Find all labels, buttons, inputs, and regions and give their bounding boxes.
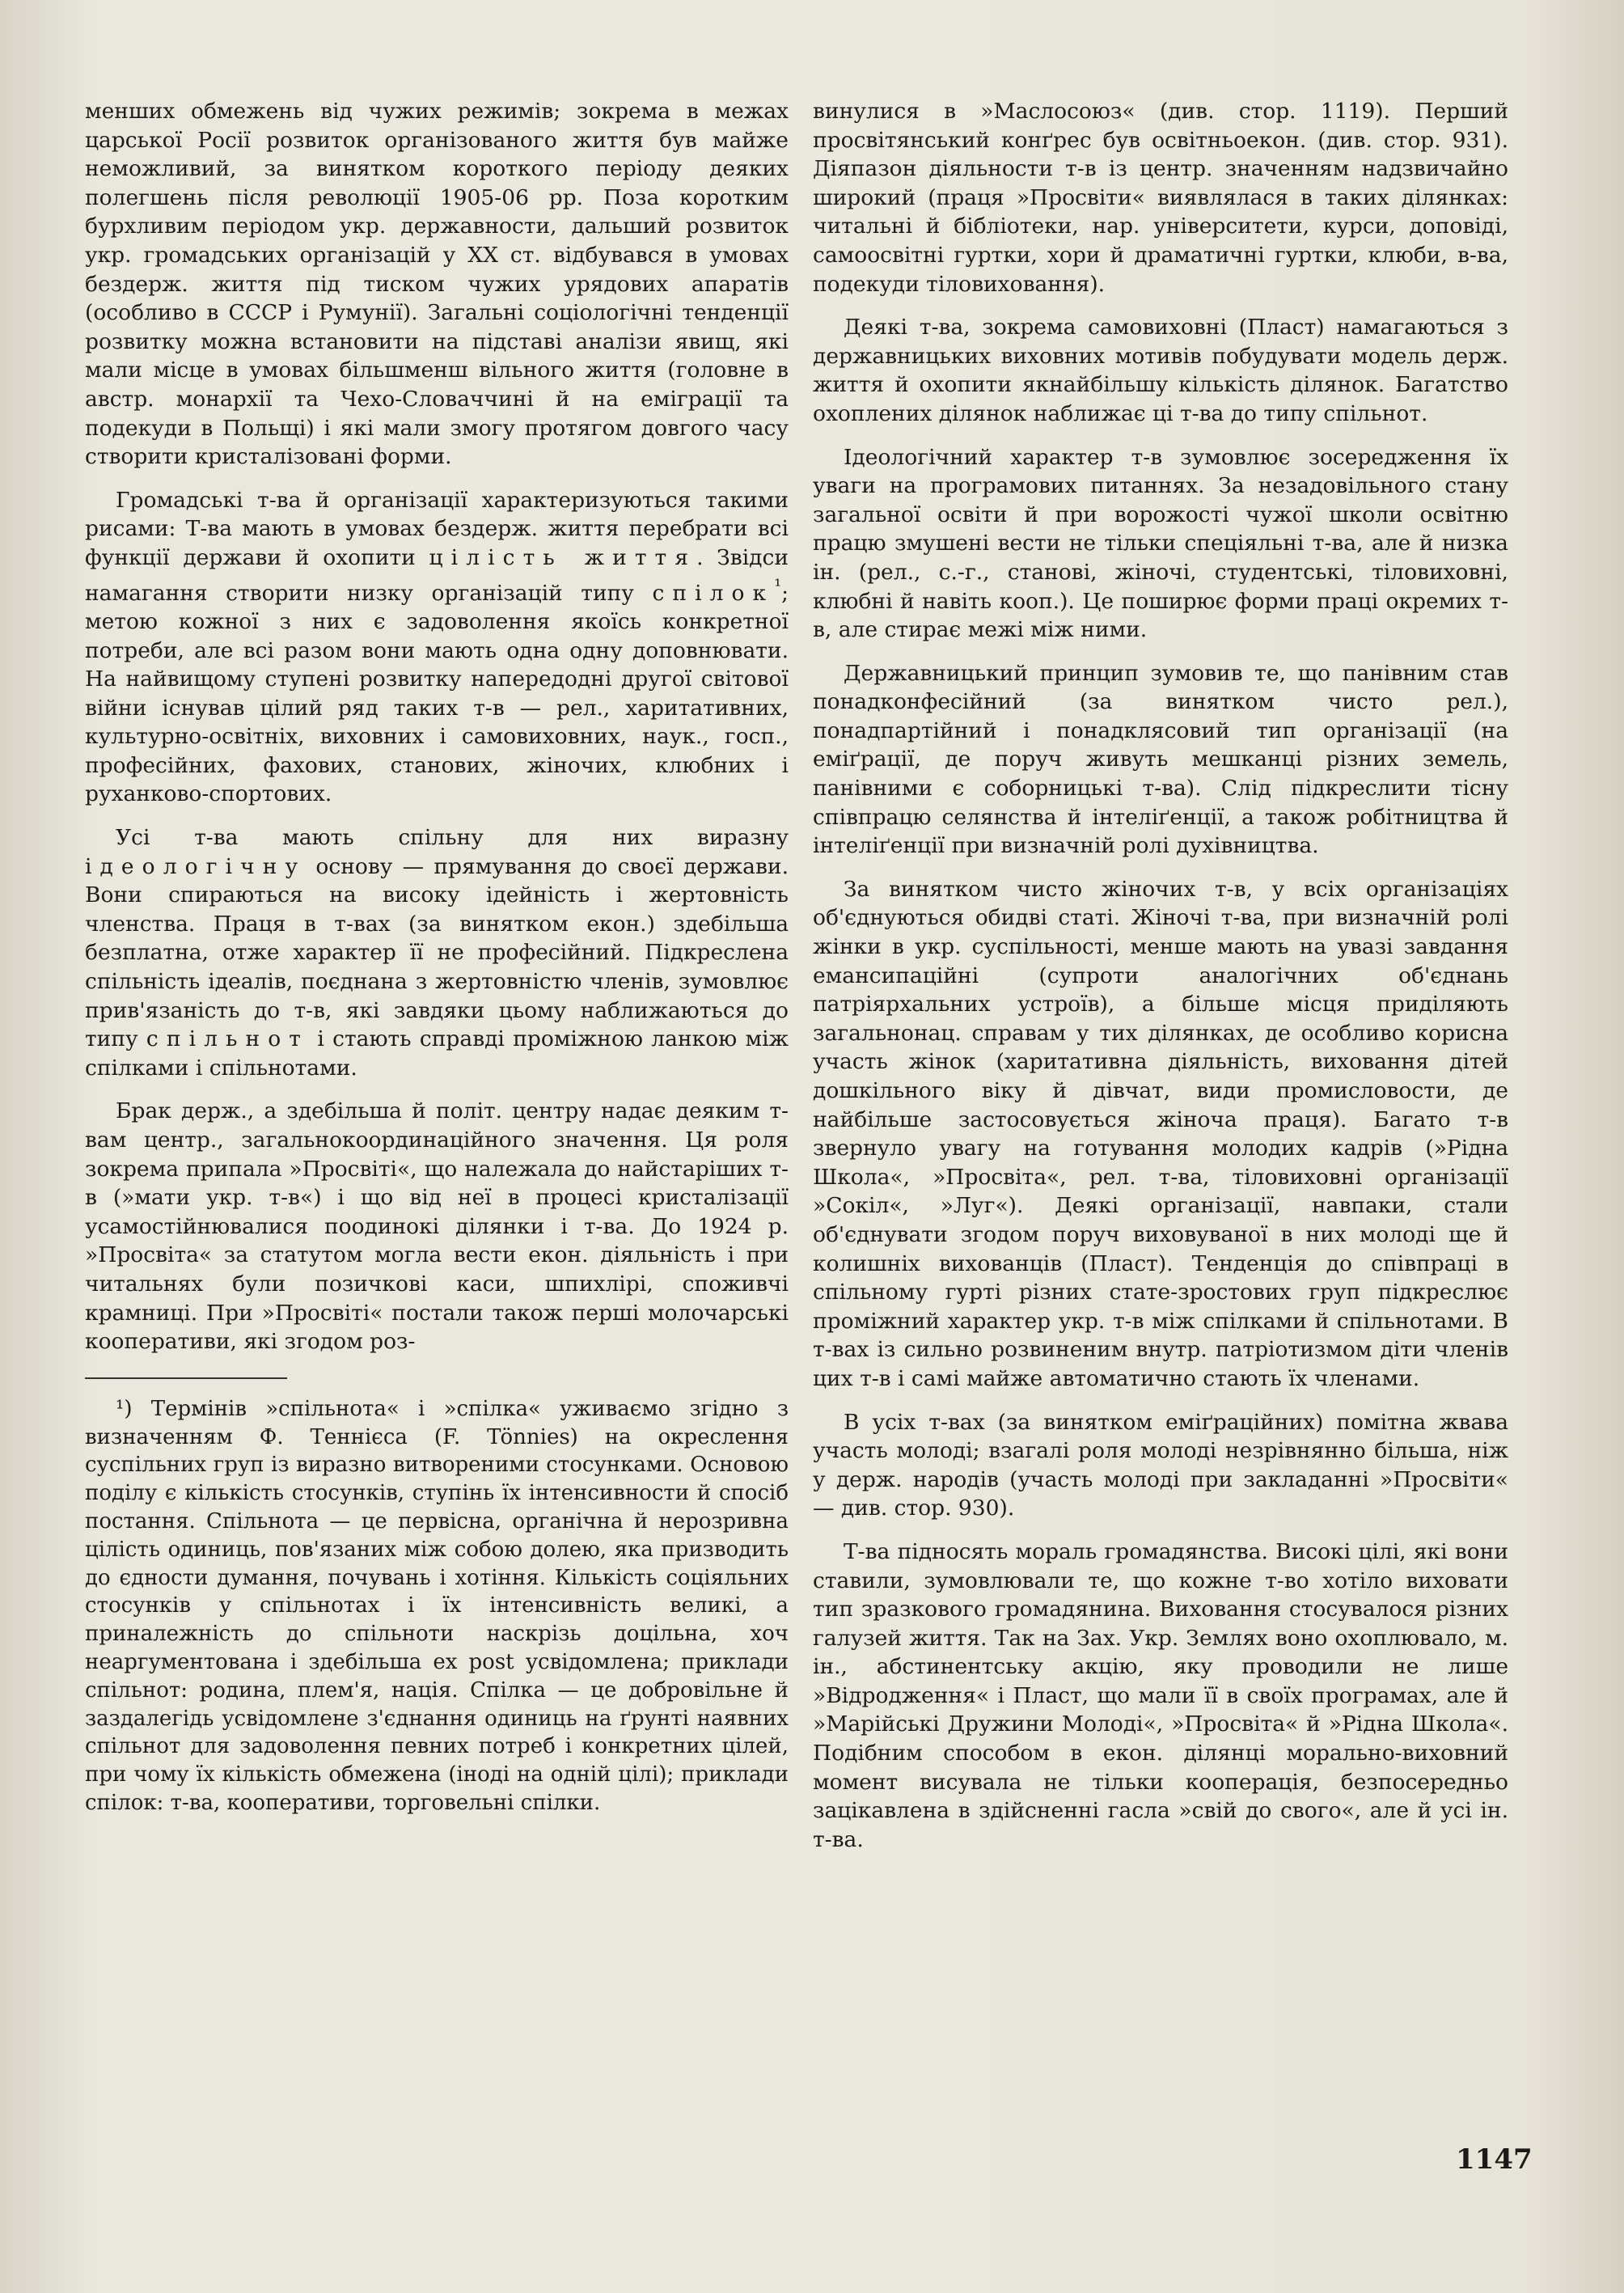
text-run: основу — прямування до своєї держави. Вони спираються на високу ідейність і жертовність членства. Праця в т-вах (за винятком екон.) здебільша безплатна, отже характер її не професійний. Підкреслена спільність ідеалів, поєднана з жертовністю членів, зумовлює прив'язаність до т-в, які завдяки цьому наближаються до типу [85,853,789,1052]
paragraph: Державницький принцип зумовив те, що панівним став понадконфесійний (за винятком чисто рел.), понадпартійний і понадклясовий тип організації (на еміґрації, де поруч живуть мешканці різних земель, панівними є соборницькі т-ва). Слід підкреслити тісну співпрацю селянства й інтеліґенції, а також робітництва й інтеліґенції при визначній ролі духівництва. [813,660,1508,859]
paragraph: Т-ва підносять мораль громадянства. Високі цілі, які вони ставили, зумовлювали те, що кожне т-во хотіло виховати тип зразкового громадянина. Виховання стосувалося різних галузей життя. Так на Зах. Укр. Землях воно охоплювало, м. ін., абстинентську акцію, яку проводили не лише »Відродження« і Пласт, що мали її в своїх програмах, але й »Марійські Дружини Молоді«, »Просвіта« й »Рідна Школа«. Подібним способом в екон. ділянці морально-виховний момент висувала не тільки кооперація, безпосередньо зацікавлена в здійсненні гасла »свій до свого«, але й усі ін. т-ва. [813,1538,1508,1852]
page-number: 1147 [1456,2143,1533,2176]
paragraph: менших обмежень від чужих режимів; зокрема в межах царської Росії розвиток організованого життя був майже неможливий, за винятком короткого періоду деяких полегшень після революції 1905-06 рр. Поза коротким бурхливим періодом укр. державности, дальший розвиток укр. громадських організацій у XX ст. відбувався в умовах бездерж. життя під тиском чужих урядових апаратів (особливо в СССР і Румунії). Загальні соціологічні тенденції розвитку можна встановити на підставі аналізи явищ, які мали місце в умовах більшменш вільного життя (головне в австр. монархії та Чехо-Словаччині й на еміграції та подекуди в Польщі) і які мали змогу протягом довгого часу створити кристалізовані форми. [85,99,789,470]
paragraph: Деякі т-ва, зокрема самовиховні (Пласт) намагаються з державницьких виховних мотивів побудувати модель держ. життя й охопити якнайбільшу кількість ділянок. Багатство охоплених ділянок наближає ці т-ва до типу спільнот. [813,315,1508,426]
paragraph: винулися в »Маслосоюз« (див. стор. 1119). Перший просвітянський конґрес був освітньоекон. (див. стор. 931). Діяпазон діяльности т-в із центр. значенням надзвичайно широкий (праця »Просвіти« виявлялася в таких ділянках: читальні й бібліотеки, нар. університети, курси, доповіді, самоосвітні гуртки, хори й драматичні гуртки, клюби, в-ва, подекуди тіловиховання). [813,99,1508,297]
text-run: . Звідси намагання створити низку організацій типу [85,544,789,606]
paragraph: Ідеологічний характер т-в зумовлює зосередження їх уваги на програмових питаннях. За незадовільного стану загальної освіти й при ворожості чужої школи освітню працю змушені вести не тільки спеціяльні т-ва, але й низка ін. (рел., с.-г., станові, жіночі, студентські, тіловиховні, клюбні й навіть кооп.). Це поширює форми праці окремих т-в, але стирає межі між ними. [813,444,1508,643]
paragraph: Брак держ., а здебільша й політ. центру надає деяким т-вам центр., загальнокоординаційного значення. Ця роля зокрема припала »Просвіті«, що належала до найстаріших т-в (»мати укр. т-в«) і що від неї в процесі кристалізації усамостійнювалися поодинокі ділянки і т-ва. До 1924 р. »Просвіта« за статутом могла вести екон. діяльність і при читальнях були позичкові каси, шпихлірі, споживчі крамниці. При »Просвіті« постали також перші молочарські кооперативи, які згодом роз- [85,1098,789,1355]
text-run: Громадські т-ва й організації характеризуються такими рисами: Т-ва мають в умовах бездерж. життя перебрати всі функції держави й охопити [85,487,789,570]
text-run: ; метою кожної з них є задоволення якоїсь конкретної потреби, але всі разом вони мають одна одну доповнювати. На найвищому ступені розвитку напередодні другої світової війни існував цілий ряд таких т-в — рел., харитативних, культурно-освітніх, виховних і самовиховних, наук., госп., професійних, фахових, станових, жіночих, клюбних і руханково-спортових. [85,580,789,807]
footnote-divider [85,1377,287,1379]
paragraph [85,823,789,1082]
text-run: Усі т-ва мають спільну для них виразну [116,825,789,851]
paragraph: За винятком чисто жіночих т-в, у всіх організаціях об'єднуються обидві статі. Жіночі т-ва, при визначній ролі жінки в укр. суспільності, менше мають на увазі завдання емансипаційні (супроти аналогічних об'єднань патріярхальних устроїв), а більше місця приділяють загальнонац. справам у тих ділянках, де особливо корисна участь жінок (харитативна діяльність, виховання дітей дошкільного віку й дівчат, види промисловости, де найбільше застосовується жіноча праця). Багато т-в звернуло увагу на готування молодих кадрів (»Рідна Школа«, »Просвіта«, рел. т-ва, тіловиховні організації »Сокіл«, »Луг«). Деякі організації, навпаки, стали об'єднувати згодом поруч виховуваної в них молоді ще й колишніх вихованців (Пласт). Тенденція до співпраці в спільному гурті різних стате-зростових груп підкреслює проміжний характер укр. т-в між спілками й спільнотами. В т-вах із сильно розвиненим внутр. патріотизмом діти членів цих т-в і самі майже автоматично стають їх членами. [813,876,1508,1391]
paragraph [85,486,789,809]
spaced-emphasis: спілок [652,580,775,606]
footnote-marker: ¹ [774,576,782,597]
left-column [85,97,789,1832]
spaced-emphasis: цілість життя [429,544,697,570]
right-column [813,97,1508,1854]
text-run: і стають справді проміжною ланкою між спілками і спільнотами. [85,1026,789,1081]
spaced-emphasis: ідеологічну [85,853,307,879]
footnote: ¹) Термінів »спільнота« і »спілка« уживаємо згідно з визначенням Ф. Теннієса (F. Tönnies) на окреслення суспільних груп із виразно витвореними стосунками. Основою поділу є кількість стосунків, ступінь їх інтенсивности й спосіб постання. Спільнота — це первісна, органічна й нерозривна цілість одиниць, пов'язаних між собою долею, яка призводить до єдности думання, почувань і хотіння. Кількість соціяльних стосунків у спільнотах і їх інтенсивність великі, а приналежність до спільноти наскрізь доцільна, хоч неаргументована і здебільша ex post усвідомлена; приклади спільнот: родина, плем'я, нація. Спілка — це добровільне й заздалегідь усвідомлене з'єднання одиниць на ґрунті наявних спільнот для задоволення певних потреб і конкретних цілей, при чому їх кількість обмежена (іноді на одній цілі); приклади спілок: т-ва, кооперативи, торговельні спілки. [85,1396,789,1815]
paragraph: В усіх т-вах (за винятком еміґраційних) помітна жвава участь молоді; взагалі роля молоді незрівнянно більша, ніж у держ. народів (участь молоді при закладанні »Просвіти« — див. стор. 930). [813,1409,1508,1521]
spaced-emphasis: спільнот [146,1026,309,1052]
